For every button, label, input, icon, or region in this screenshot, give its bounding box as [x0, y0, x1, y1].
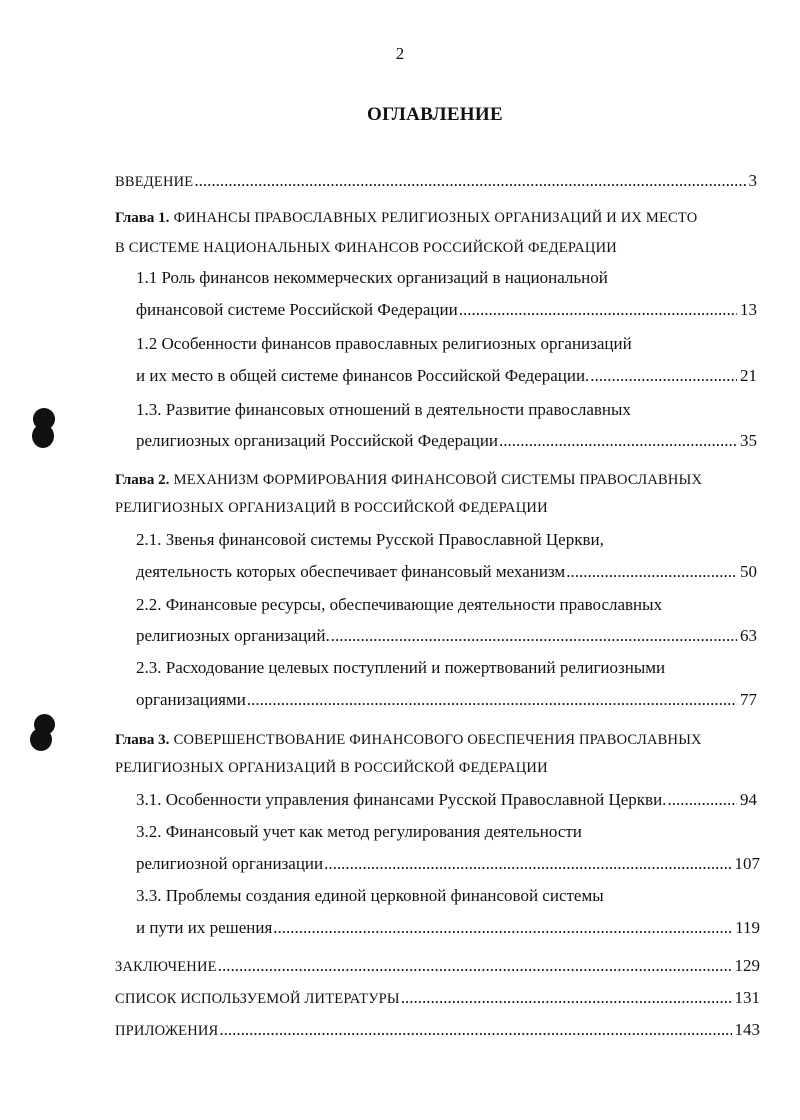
toc-entry-section-1-2[interactable]: [136, 366, 757, 386]
toc-entry-references[interactable]: [115, 988, 760, 1009]
dot-leader: [401, 988, 732, 1008]
dot-leader: [590, 366, 737, 386]
toc-entry-label: ВВЕДЕНИЕ: [115, 174, 194, 190]
toc-page-number: 143: [734, 1020, 760, 1039]
toc-entry-label: ЗАКЛЮЧЕНИЕ: [115, 959, 217, 975]
toc-entry-section-2-3[interactable]: [136, 690, 757, 710]
toc-page-number: 77: [740, 690, 757, 709]
dot-leader: [247, 690, 737, 710]
dot-leader: [218, 956, 732, 976]
chapter-2-heading[interactable]: [115, 469, 702, 490]
toc-entry-section-2-2[interactable]: [136, 626, 757, 646]
toc-entry-label: деятельность которых обеспечивает финансовый механизм: [136, 562, 566, 581]
dot-leader: [219, 1020, 731, 1040]
toc-page-number: 21: [740, 366, 757, 385]
toc-page-number: 129: [734, 956, 760, 975]
dot-leader: [667, 790, 737, 810]
dot-leader: [194, 171, 745, 191]
toc-entry-section-3-3[interactable]: [136, 918, 760, 938]
toc-entry-section-2-1[interactable]: [136, 562, 757, 582]
chapter-label: Глава 2.: [115, 472, 170, 488]
toc-entry-label: религиозных организаций Российской Федерации: [136, 431, 499, 450]
page-number: 2: [395, 44, 405, 63]
dot-leader: [499, 431, 737, 451]
toc-entry-label: религиозной организации: [136, 854, 324, 873]
dot-leader: [324, 854, 731, 874]
toc-entry-section-1-1[interactable]: [136, 300, 757, 320]
toc-entry-label: СПИСОК ИСПОЛЬЗУЕМОЙ ЛИТЕРАТУРЫ: [115, 991, 400, 1007]
dot-leader: [566, 562, 737, 582]
toc-page-number: 13: [740, 300, 757, 319]
toc-page-number: 63: [740, 626, 757, 645]
toc-entry-section-1-3[interactable]: [136, 431, 757, 451]
toc-entry-label: 3.1. Особенности управления финансами Русской Православной Церкви.: [136, 790, 667, 809]
chapter-title: СОВЕРШЕНСТВОВАНИЕ ФИНАНСОВОГО ОБЕСПЕЧЕНИЯ ПРАВОСЛАВНЫХ: [173, 732, 702, 748]
toc-page-number: 3: [748, 171, 757, 190]
chapter-title-continued: В СИСТЕМЕ НАЦИОНАЛЬНЫХ ФИНАНСОВ РОССИЙСКОЙ ФЕДЕРАЦИИ: [115, 240, 617, 256]
toc-page-number: 35: [740, 431, 757, 450]
toc-entry-label: организациями: [136, 690, 246, 709]
toc-entry-section-3-2[interactable]: [136, 854, 760, 874]
section-3-2-title: 3.2. Финансовый учет как метод регулирования деятельности: [136, 822, 582, 841]
toc-page-number: 119: [735, 918, 760, 937]
toc-page-number: 50: [740, 562, 757, 581]
toc-entry-introduction[interactable]: [115, 171, 757, 192]
chapter-label: Глава 1.: [115, 210, 170, 226]
toc-entry-label: и их место в общей системе финансов Российской Федерации.: [136, 366, 590, 385]
chapter-title: ФИНАНСЫ ПРАВОСЛАВНЫХ РЕЛИГИОЗНЫХ ОРГАНИЗАЦИЙ И ИХ МЕСТО: [173, 210, 698, 226]
dot-leader: [459, 300, 737, 320]
section-1-2-title: 1.2 Особенности финансов православных религиозных организаций: [136, 334, 632, 353]
section-2-1-title: 2.1. Звенья финансовой системы Русской Православной Церкви,: [136, 530, 604, 549]
toc-entry-appendices[interactable]: [115, 1020, 760, 1041]
toc-entry-section-3-1[interactable]: [136, 790, 757, 810]
chapter-title-continued: РЕЛИГИОЗНЫХ ОРГАНИЗАЦИЙ В РОССИЙСКОЙ ФЕДЕРАЦИИ: [115, 500, 548, 516]
section-3-3-title: 3.3. Проблемы создания единой церковной финансовой системы: [136, 886, 604, 905]
toc-page-number: 131: [734, 988, 760, 1007]
section-1-3-title: 1.3. Развитие финансовых отношений в деятельности православных: [136, 400, 631, 419]
toc-page-number: 94: [740, 790, 757, 809]
section-2-3-title: 2.3. Расходование целевых поступлений и пожертвований религиозными: [136, 658, 666, 677]
chapter-title-continued: РЕЛИГИОЗНЫХ ОРГАНИЗАЦИЙ В РОССИЙСКОЙ ФЕДЕРАЦИИ: [115, 760, 548, 776]
chapter-3-heading[interactable]: [115, 729, 702, 750]
toc-entry-label: ПРИЛОЖЕНИЯ: [115, 1023, 219, 1039]
toc-entry-label: финансовой системе Российской Федерации: [136, 300, 458, 319]
section-1-1-title: 1.1 Роль финансов некоммерческих организаций в национальной: [136, 268, 608, 287]
dot-leader: [273, 918, 732, 938]
toc-entry-conclusion[interactable]: [115, 956, 760, 977]
chapter-label: Глава 3.: [115, 732, 170, 748]
toc-entry-label: и пути их решения: [136, 918, 273, 937]
chapter-1-heading[interactable]: [115, 207, 697, 228]
page-title: ОГЛАВЛЕНИЕ: [367, 104, 503, 125]
dot-leader: [331, 626, 737, 646]
chapter-title: МЕХАНИЗМ ФОРМИРОВАНИЯ ФИНАНСОВОЙ СИСТЕМЫ ПРАВОСЛАВНЫХ: [173, 472, 703, 488]
toc-entry-label: религиозных организаций.: [136, 626, 330, 645]
toc-page-number: 107: [734, 854, 760, 873]
section-2-2-title: 2.2. Финансовые ресурсы, обеспечивающие деятельности православных: [136, 595, 663, 614]
